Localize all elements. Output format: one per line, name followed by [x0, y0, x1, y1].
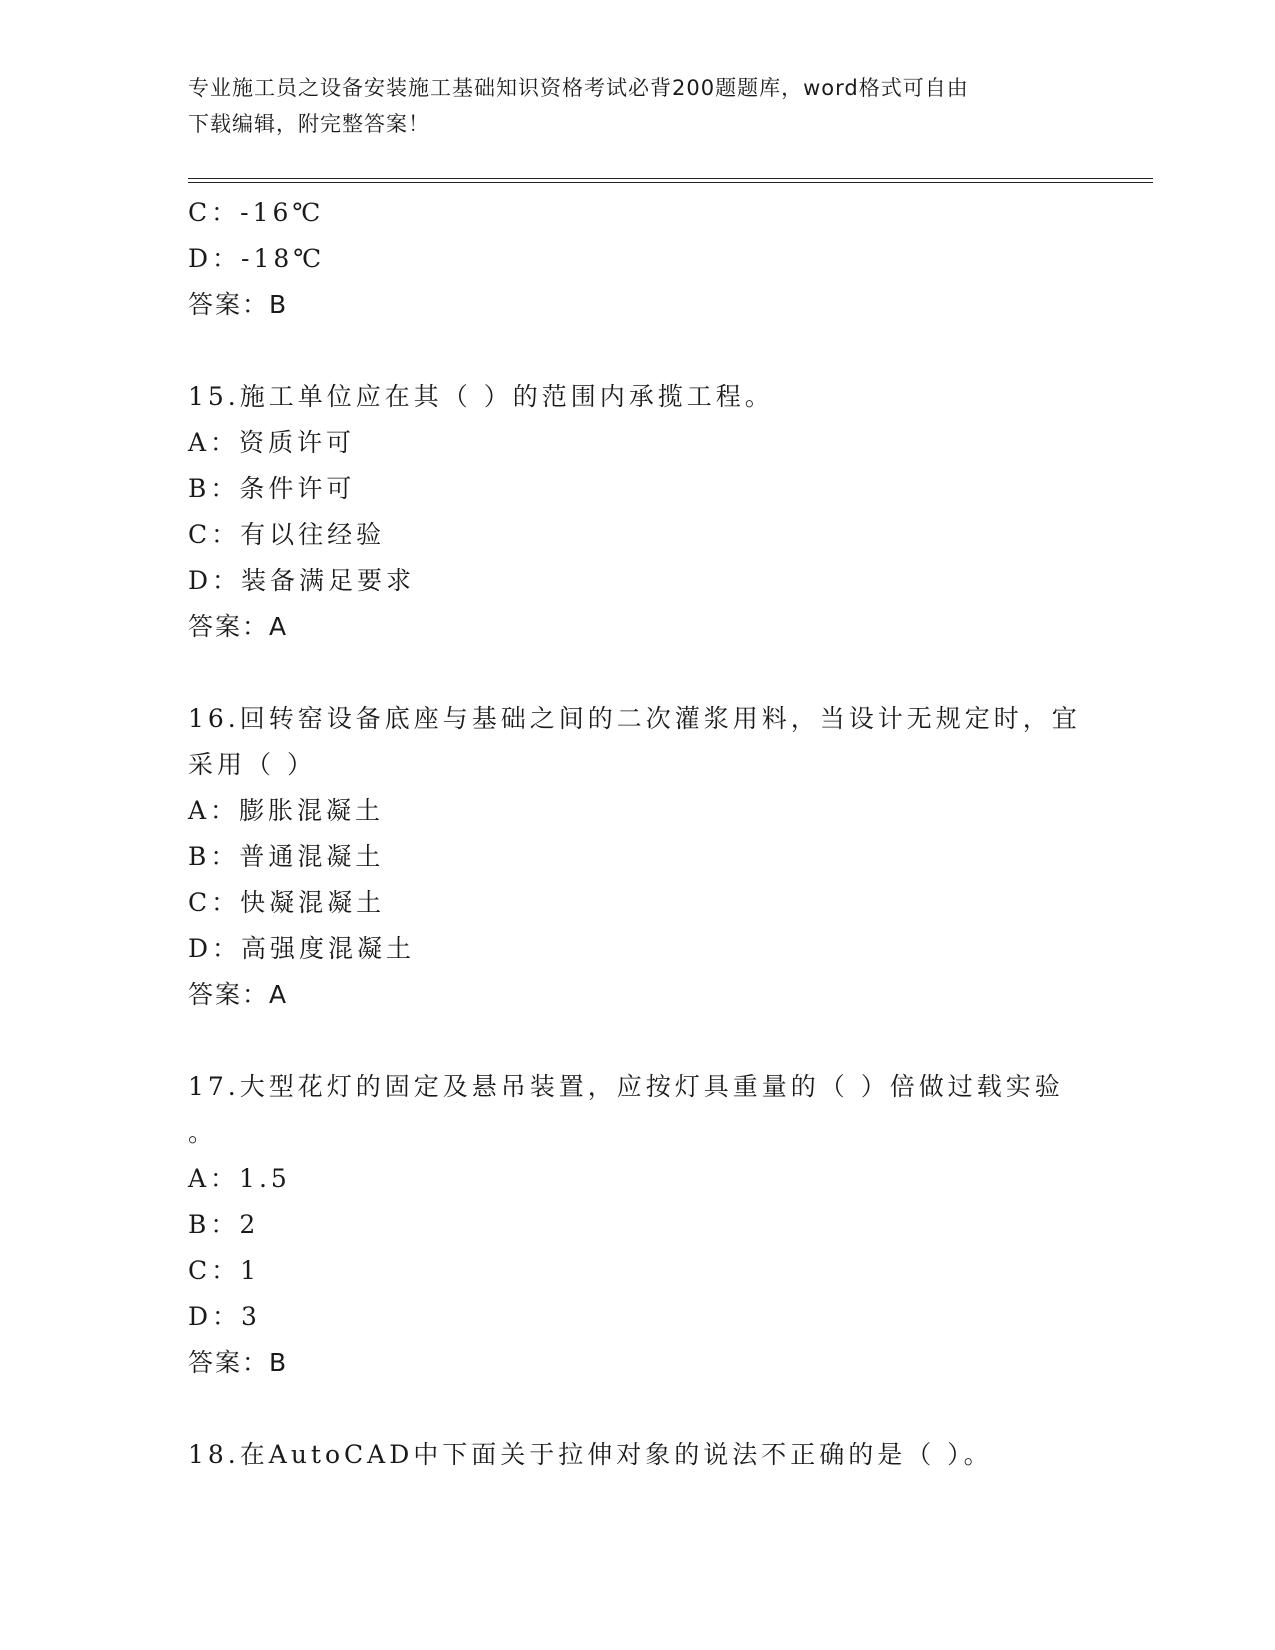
option-c: C：有以往经验 — [188, 520, 386, 549]
option-d: D：高强度混凝土 — [188, 934, 416, 963]
answer-line: 答案：B — [188, 290, 289, 319]
question-stem: 16.回转窑设备底座与基础之间的二次灌浆用料，当设计无规定时，宜 — [188, 704, 1081, 733]
question-17 — [188, 1064, 1088, 1386]
spacer — [188, 328, 1088, 374]
question-15 — [188, 374, 1088, 650]
option-a: A：资质许可 — [188, 428, 356, 457]
question-stem: 18.在AutoCAD中下面关于拉伸对象的说法不正确的是（ ）。 — [188, 1440, 993, 1469]
answer-line: 答案：A — [188, 980, 289, 1009]
question-stem-continued: 采用（ ） — [188, 750, 316, 779]
option-c: C：-16℃ — [188, 198, 325, 227]
header-line-2: 下载编辑，附完整答案！ — [188, 112, 430, 136]
header-rule-top — [188, 178, 1153, 179]
option-a: A：膨胀混凝土 — [188, 796, 385, 825]
question-stem: 17.大型花灯的固定及悬吊装置，应按灯具重量的（ ）倍做过载实验 — [188, 1072, 1064, 1101]
option-b: B：条件许可 — [188, 474, 356, 503]
document-header — [188, 70, 1068, 142]
answer-line: 答案：B — [188, 1348, 289, 1377]
question-18 — [188, 1432, 1088, 1478]
option-d: D：-18℃ — [188, 244, 326, 273]
option-b: B：2 — [188, 1210, 260, 1239]
option-c: C：1 — [188, 1256, 261, 1285]
spacer — [188, 1018, 1088, 1064]
option-a: A：1.5 — [188, 1164, 291, 1193]
option-d: D：装备满足要求 — [188, 566, 416, 595]
option-c: C：快凝混凝土 — [188, 888, 386, 917]
answer-line: 答案：A — [188, 612, 289, 641]
header-line-1: 专业施工员之设备安装施工基础知识资格考试必背200题题库，word格式可自由 — [188, 76, 969, 100]
spacer — [188, 1386, 1088, 1432]
question-stem-continued: 。 — [188, 1118, 218, 1147]
option-d: D：3 — [188, 1302, 261, 1331]
header-rule-bottom — [188, 182, 1153, 183]
question-16 — [188, 696, 1088, 1018]
spacer — [188, 650, 1088, 696]
question-stem: 15.施工单位应在其（ ）的范围内承揽工程。 — [188, 382, 774, 411]
document-body — [188, 190, 1088, 1478]
option-b: B：普通混凝土 — [188, 842, 385, 871]
